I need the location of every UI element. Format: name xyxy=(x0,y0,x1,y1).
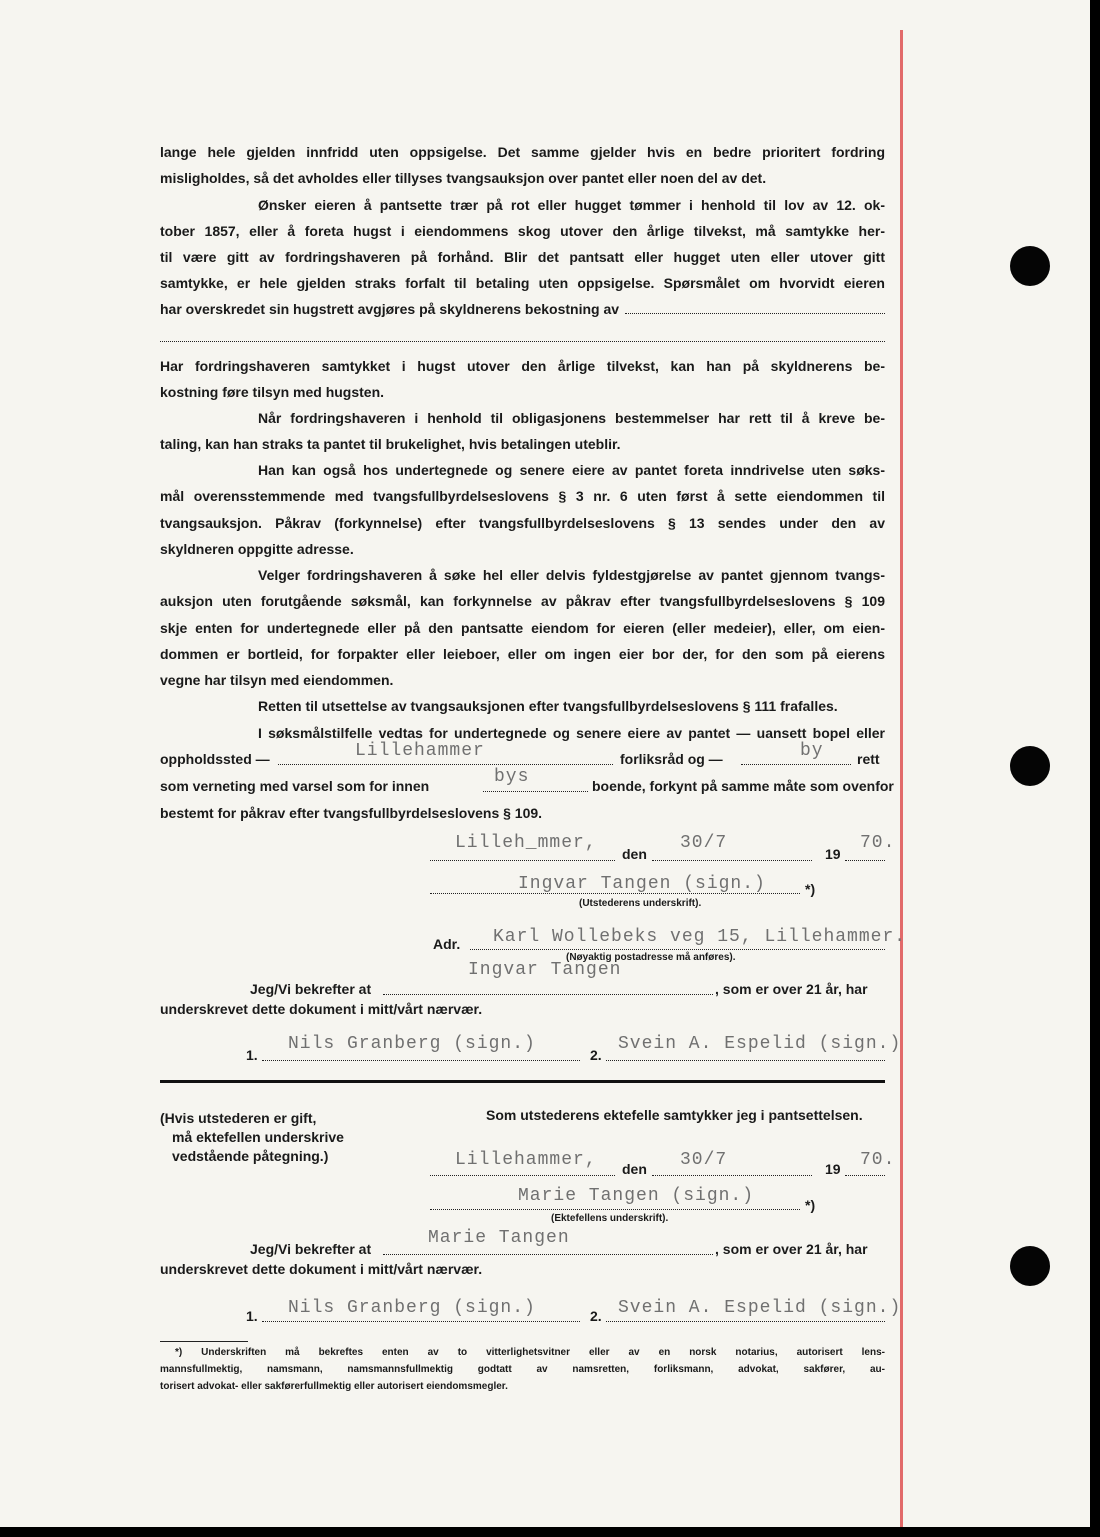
venue-court: by xyxy=(800,741,824,761)
witness-number: 1. xyxy=(246,1308,258,1324)
den-label: den xyxy=(622,846,647,862)
address-label: Adr. xyxy=(433,936,461,952)
signing-place: Lilleh_mmer, xyxy=(455,833,597,853)
signature-caption: (Utstederens underskrift). xyxy=(579,898,702,909)
spouse-note: vedstående påtegning.) xyxy=(172,1148,329,1164)
body-line: samtykke, er hele gjelden straks forfalt til betaling uten oppsigelse. Spørsmålet om hvorvidt eieren xyxy=(160,275,885,291)
issuer-address: Karl Wollebeks veg 15, Lillehammer. xyxy=(493,927,907,947)
body-line: dommen er bortleid, for forpakter eller leieboer, eller om ingen eier bor der, for den som på eierens xyxy=(160,646,885,662)
body-line: vegne har tilsyn med eiendommen. xyxy=(160,672,394,688)
blank-field xyxy=(845,860,885,861)
witness-number: 1. xyxy=(246,1047,258,1063)
body-line: Retten til utsettelse av tvangsauksjonen efter tvangsfullbyrdelseslovens § 111 frafalles. xyxy=(258,698,838,714)
body-line: misligholdes, så det avholdes eller tillyses tvangsauksjon over pantet eller noen del av det. xyxy=(160,170,767,186)
venue-text: oppholdssted — xyxy=(160,751,270,767)
witness-signature: Nils Granberg (sign.) xyxy=(288,1298,536,1318)
spouse-note: (Hvis utstederen er gift, xyxy=(160,1110,317,1126)
signature-line xyxy=(430,1209,800,1210)
blank-field xyxy=(278,764,613,765)
venue-text: som verneting med varsel som for innen xyxy=(160,778,430,794)
witness-signature: Svein A. Espelid (sign.) xyxy=(618,1034,902,1054)
confirm-text: Jeg/Vi bekrefter at xyxy=(250,981,372,997)
blank-field xyxy=(483,791,588,792)
body-line: kostning føre tilsyn med hugsten. xyxy=(160,384,385,400)
body-line: taling, kan han straks ta pantet til brukelighet, hvis betalingen uteblir. xyxy=(160,436,621,452)
blank-field xyxy=(160,341,885,342)
blank-field xyxy=(625,301,885,314)
venue-text: forliksråd og — xyxy=(620,751,723,767)
year-prefix: 19 xyxy=(825,1161,841,1177)
confirmed-name: Marie Tangen xyxy=(428,1228,570,1248)
blank-field xyxy=(430,860,615,861)
confirm-text: , som er over 21 år, har xyxy=(715,981,868,997)
footnote-line: torisert advokat- eller sakførerfullmektig eller autorisert eiendomsmegler. xyxy=(160,1381,508,1392)
body-line: skyldneren oppgitte adresse. xyxy=(160,541,354,557)
witness-line xyxy=(262,1321,580,1322)
footnote-line: *) Underskriften må bekreftes enten av to vitterlighetsvitner eller av en norsk notarius, autorisert lens- xyxy=(175,1347,885,1358)
body-line: auksjon uten forutgående søksmål, kan forkynnelse av påkrav efter tvangsfullbyrdelseslovens § 109 xyxy=(160,593,885,609)
body-line: Ønsker eieren å pantsette trær på rot eller hugget tømmer i henhold til lov av 12. ok- xyxy=(258,197,885,213)
body-line: lange hele gjelden innfridd uten oppsigelse. Det samme gjelder hvis en bedre prioritert fordring xyxy=(160,144,885,160)
blank-field xyxy=(383,994,713,995)
issuer-signature: Ingvar Tangen (sign.) xyxy=(518,874,766,894)
signing-year: 70. xyxy=(860,833,896,853)
signing-date: 30/7 xyxy=(680,1150,728,1170)
punch-hole xyxy=(1010,746,1050,786)
body-line: Når fordringshaveren i henhold til obligasjonens bestemmelser har rett til å kreve be- xyxy=(258,410,885,426)
footnote-mark: *) xyxy=(805,1197,816,1213)
confirm-text: , som er over 21 år, har xyxy=(715,1241,868,1257)
venue-text: bestemt for påkrav efter tvangsfullbyrdelseslovens § 109. xyxy=(160,805,543,821)
witness-number: 2. xyxy=(590,1308,602,1324)
venue-place: Lillehammer xyxy=(355,741,485,761)
venue-within: bys xyxy=(494,767,530,787)
blank-field xyxy=(652,860,812,861)
body-line: I søksmålstilfelle vedtas for undertegnede og senere eiere av pantet — uansett bopel eller xyxy=(258,725,885,741)
year-prefix: 19 xyxy=(825,846,841,862)
body-line: Har fordringshaveren samtykket i hugst utover den årlige tilvekst, kan han på skyldnerens be- xyxy=(160,358,885,374)
confirm-text: Jeg/Vi bekrefter at xyxy=(250,1241,372,1257)
witness-signature: Nils Granberg (sign.) xyxy=(288,1034,536,1054)
body-line: skje enten for undertegnede eller på den pantsatte eiendom for eieren (eller medeier), eller, om eien- xyxy=(160,620,885,636)
blank-field xyxy=(430,1175,615,1176)
body-line: Han kan også hos undertegnede og senere eiere av pantet foreta inndrivelse uten søks- xyxy=(258,462,885,478)
signing-year: 70. xyxy=(860,1150,896,1170)
venue-text: rett xyxy=(857,751,880,767)
footnote-line: mannsfullmektig, namsmann, namsmannsfullmektig godtatt av namsretten, forliksmann, advokat, sakfører, au- xyxy=(160,1364,885,1375)
signature-caption: (Ektefellens underskrift). xyxy=(551,1213,669,1224)
spouse-signature: Marie Tangen (sign.) xyxy=(518,1186,755,1206)
section-divider xyxy=(160,1080,885,1083)
signing-date: 30/7 xyxy=(680,833,728,853)
confirm-text: underskrevet dette dokument i mitt/vårt nærvær. xyxy=(160,1261,483,1277)
body-line-with-blank xyxy=(160,300,885,318)
blank-field xyxy=(383,1254,713,1255)
address-caption: (Nøyaktig postadresse må anføres). xyxy=(566,952,736,963)
witness-line xyxy=(262,1060,580,1061)
blank-field xyxy=(845,1175,885,1176)
spouse-note: må ektefellen underskrive xyxy=(172,1129,344,1145)
spouse-consent: Som utstederens ektefelle samtykker jeg i pantsettelsen. xyxy=(486,1107,863,1123)
punch-hole xyxy=(1010,1246,1050,1286)
venue-text: boende, forkynt på samme måte som ovenfor xyxy=(592,778,894,794)
footnote-mark: *) xyxy=(805,881,816,897)
body-line: mål overensstemmende med tvangsfullbyrdelseslovens § 3 nr. 6 uten først å sette eiendommen til xyxy=(160,488,885,504)
footnote-rule xyxy=(160,1341,248,1342)
signing-place: Lillehammer, xyxy=(455,1150,597,1170)
punch-hole xyxy=(1010,246,1050,286)
body-line: til være gitt av fordringshaveren på forhånd. Blir det pantsatt eller hugget uten eller utover gitt xyxy=(160,249,885,265)
blank-field xyxy=(741,764,851,765)
body-line: tober 1857, eller å foreta hugst i eiendommens skog utover den årlige tilvekst, må samtykke her- xyxy=(160,223,885,239)
blank-field xyxy=(652,1175,812,1176)
body-line: Velger fordringshaveren å søke hel eller delvis fyldestgjørelse av pantet gjennom tvangs- xyxy=(258,567,885,583)
body-line: tvangsauksjon. Påkrav (forkynnelse) efter tvangsfullbyrdelseslovens § 13 sendes under den av xyxy=(160,515,885,531)
confirmed-name: Ingvar Tangen xyxy=(468,960,622,980)
witness-line xyxy=(606,1321,885,1322)
body-text: har overskredet sin hugstrett avgjøres på skyldnerens bekostning av xyxy=(160,301,620,317)
witness-line xyxy=(606,1060,885,1061)
witness-signature: Svein A. Espelid (sign.) xyxy=(618,1298,902,1318)
confirm-text: underskrevet dette dokument i mitt/vårt nærvær. xyxy=(160,1001,483,1017)
witness-number: 2. xyxy=(590,1047,602,1063)
den-label: den xyxy=(622,1161,647,1177)
address-line xyxy=(470,949,885,950)
